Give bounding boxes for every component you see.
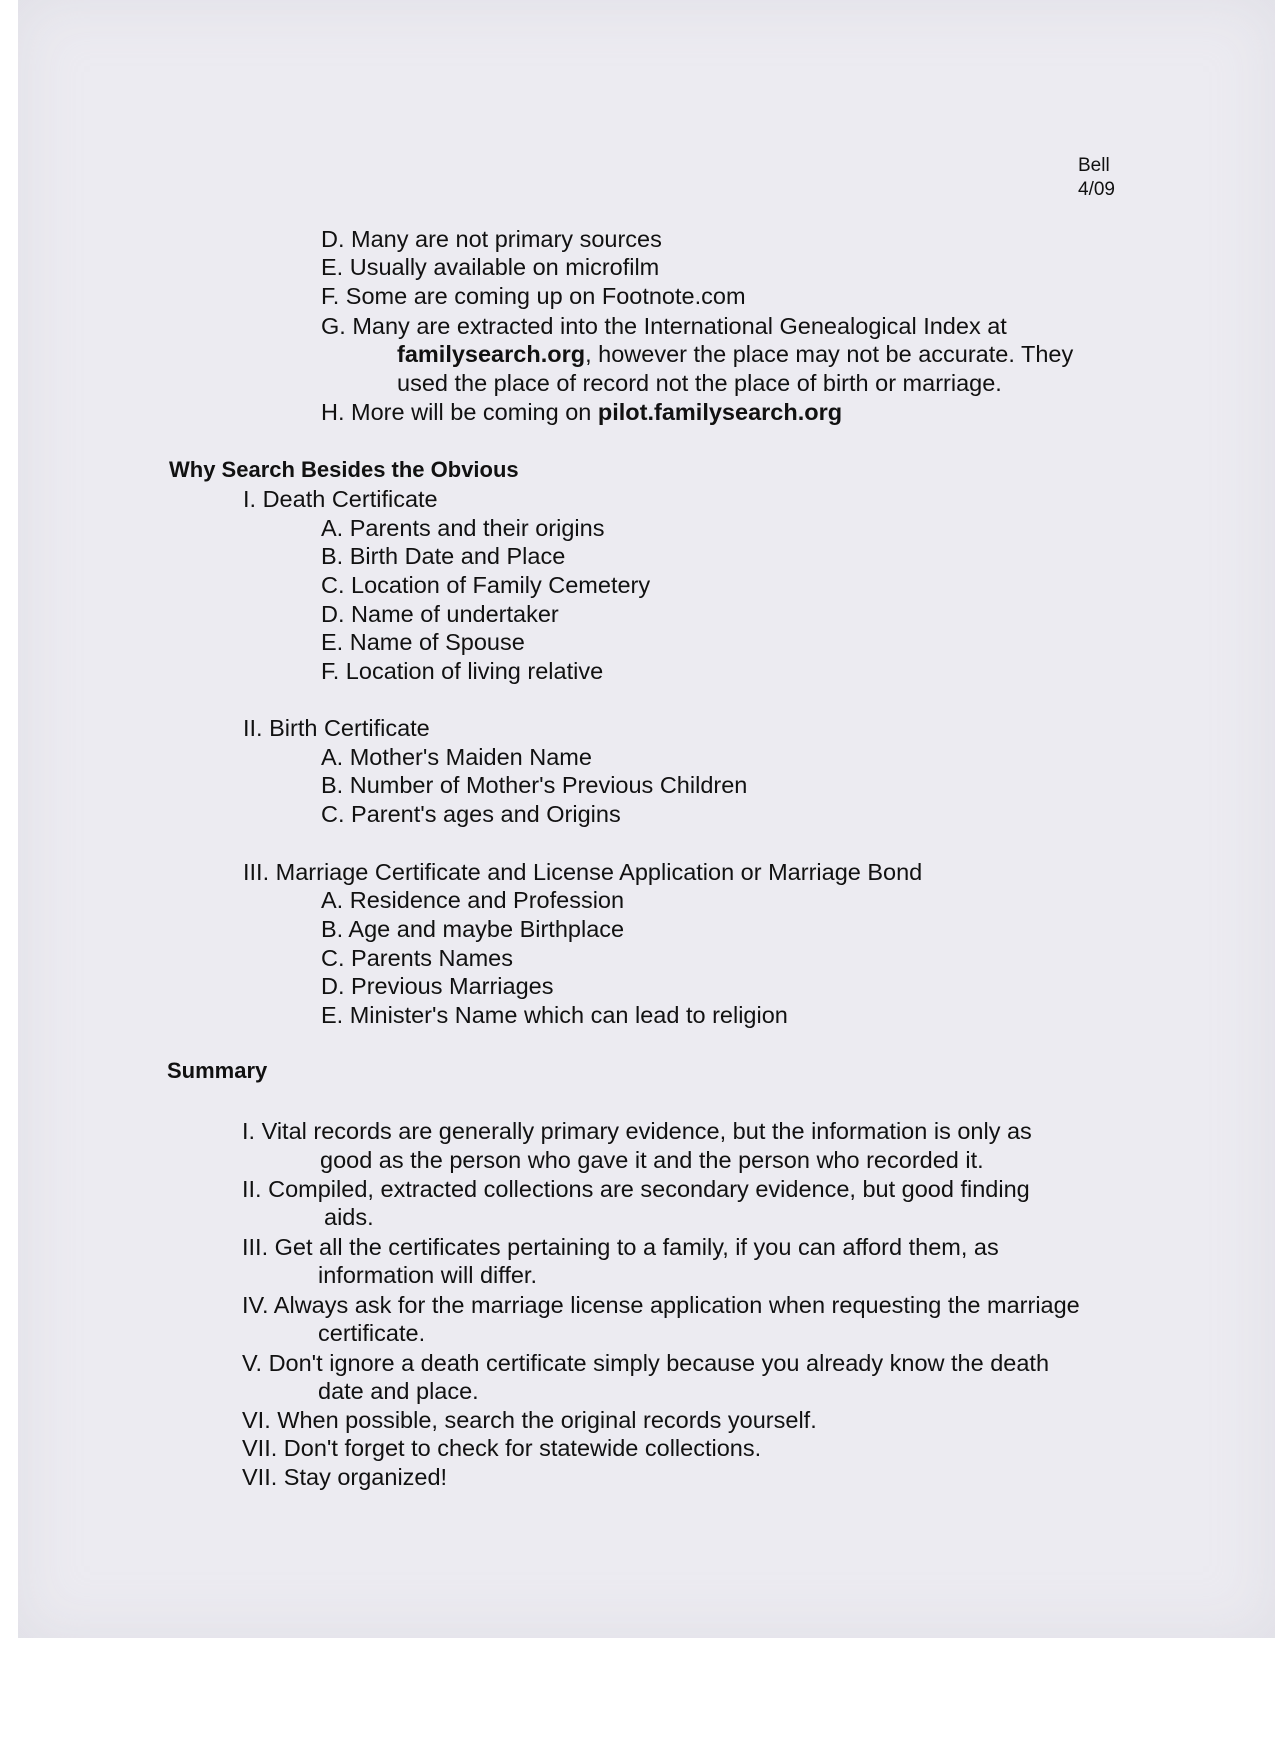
summary-item: III. Get all the certificates pertaining to a family, if you can afford them, as bbox=[242, 1234, 999, 1260]
marriage-item: A. Residence and Profession bbox=[321, 887, 625, 913]
records-item-h-text: H. More will be coming on bbox=[321, 399, 598, 425]
death-item: E. Name of Spouse bbox=[321, 629, 525, 655]
records-item-g-cont bbox=[397, 340, 1073, 369]
death-item: A. Parents and their origins bbox=[321, 515, 605, 541]
death-item: D. Name of undertaker bbox=[321, 601, 559, 627]
why-search-heading: Why Search Besides the Obvious bbox=[169, 457, 519, 482]
birth-certificate-title: II. Birth Certificate bbox=[243, 715, 430, 741]
birth-item: A. Mother's Maiden Name bbox=[321, 744, 592, 770]
summary-item: V. Don't ignore a death certificate simply because you already know the death bbox=[242, 1350, 1050, 1376]
records-item-e: E. Usually available on microfilm bbox=[321, 254, 660, 280]
records-item-g-cont-text: , however the place may not be accurate. They bbox=[585, 341, 1074, 367]
records-item-g: G. Many are extracted into the International Genealogical Index at bbox=[321, 313, 1007, 339]
summary-item-cont: aids. bbox=[324, 1204, 374, 1230]
death-item: B. Birth Date and Place bbox=[321, 543, 566, 569]
records-item-g-cont2: used the place of record not the place of birth or marriage. bbox=[397, 370, 1002, 396]
header-date: 4/09 bbox=[1078, 179, 1115, 200]
summary-item: VI. When possible, search the original records yourself. bbox=[242, 1407, 817, 1433]
marriage-item: E. Minister's Name which can lead to religion bbox=[321, 1002, 788, 1028]
summary-item: IV. Always ask for the marriage license application when requesting the marriage bbox=[242, 1292, 1080, 1318]
summary-item: II. Compiled, extracted collections are secondary evidence, but good finding bbox=[242, 1176, 1030, 1202]
marriage-item: B. Age and maybe Birthplace bbox=[321, 916, 625, 942]
marriage-item: D. Previous Marriages bbox=[321, 973, 554, 999]
pilot-familysearch-link: pilot.familysearch.org bbox=[597, 399, 843, 425]
summary-item: VII. Stay organized! bbox=[242, 1464, 448, 1490]
marriage-item: C. Parents Names bbox=[321, 945, 513, 971]
header-author: Bell bbox=[1078, 155, 1110, 176]
summary-heading: Summary bbox=[167, 1058, 268, 1083]
birth-item: C. Parent's ages and Origins bbox=[321, 801, 621, 827]
death-certificate-title: I. Death Certificate bbox=[243, 486, 438, 512]
summary-item-cont: good as the person who gave it and the person who recorded it. bbox=[320, 1147, 984, 1173]
summary-item: VII. Don't forget to check for statewide collections. bbox=[242, 1435, 762, 1461]
summary-item: I. Vital records are generally primary evidence, but the information is only as bbox=[242, 1118, 1032, 1144]
familysearch-link: familysearch.org bbox=[397, 341, 586, 367]
records-item-f: F. Some are coming up on Footnote.com bbox=[321, 283, 746, 309]
death-item: F. Location of living relative bbox=[321, 658, 604, 684]
summary-item-cont: date and place. bbox=[318, 1378, 479, 1404]
records-item-h bbox=[321, 398, 842, 427]
records-item-d: D. Many are not primary sources bbox=[321, 226, 662, 252]
death-item: C. Location of Family Cemetery bbox=[321, 572, 651, 598]
summary-item-cont: certificate. bbox=[318, 1320, 426, 1346]
marriage-certificate-title: III. Marriage Certificate and License Application or Marriage Bond bbox=[243, 859, 923, 885]
summary-item-cont: information will differ. bbox=[318, 1262, 537, 1288]
birth-item: B. Number of Mother's Previous Children bbox=[321, 772, 748, 798]
page-header bbox=[1078, 154, 1115, 202]
